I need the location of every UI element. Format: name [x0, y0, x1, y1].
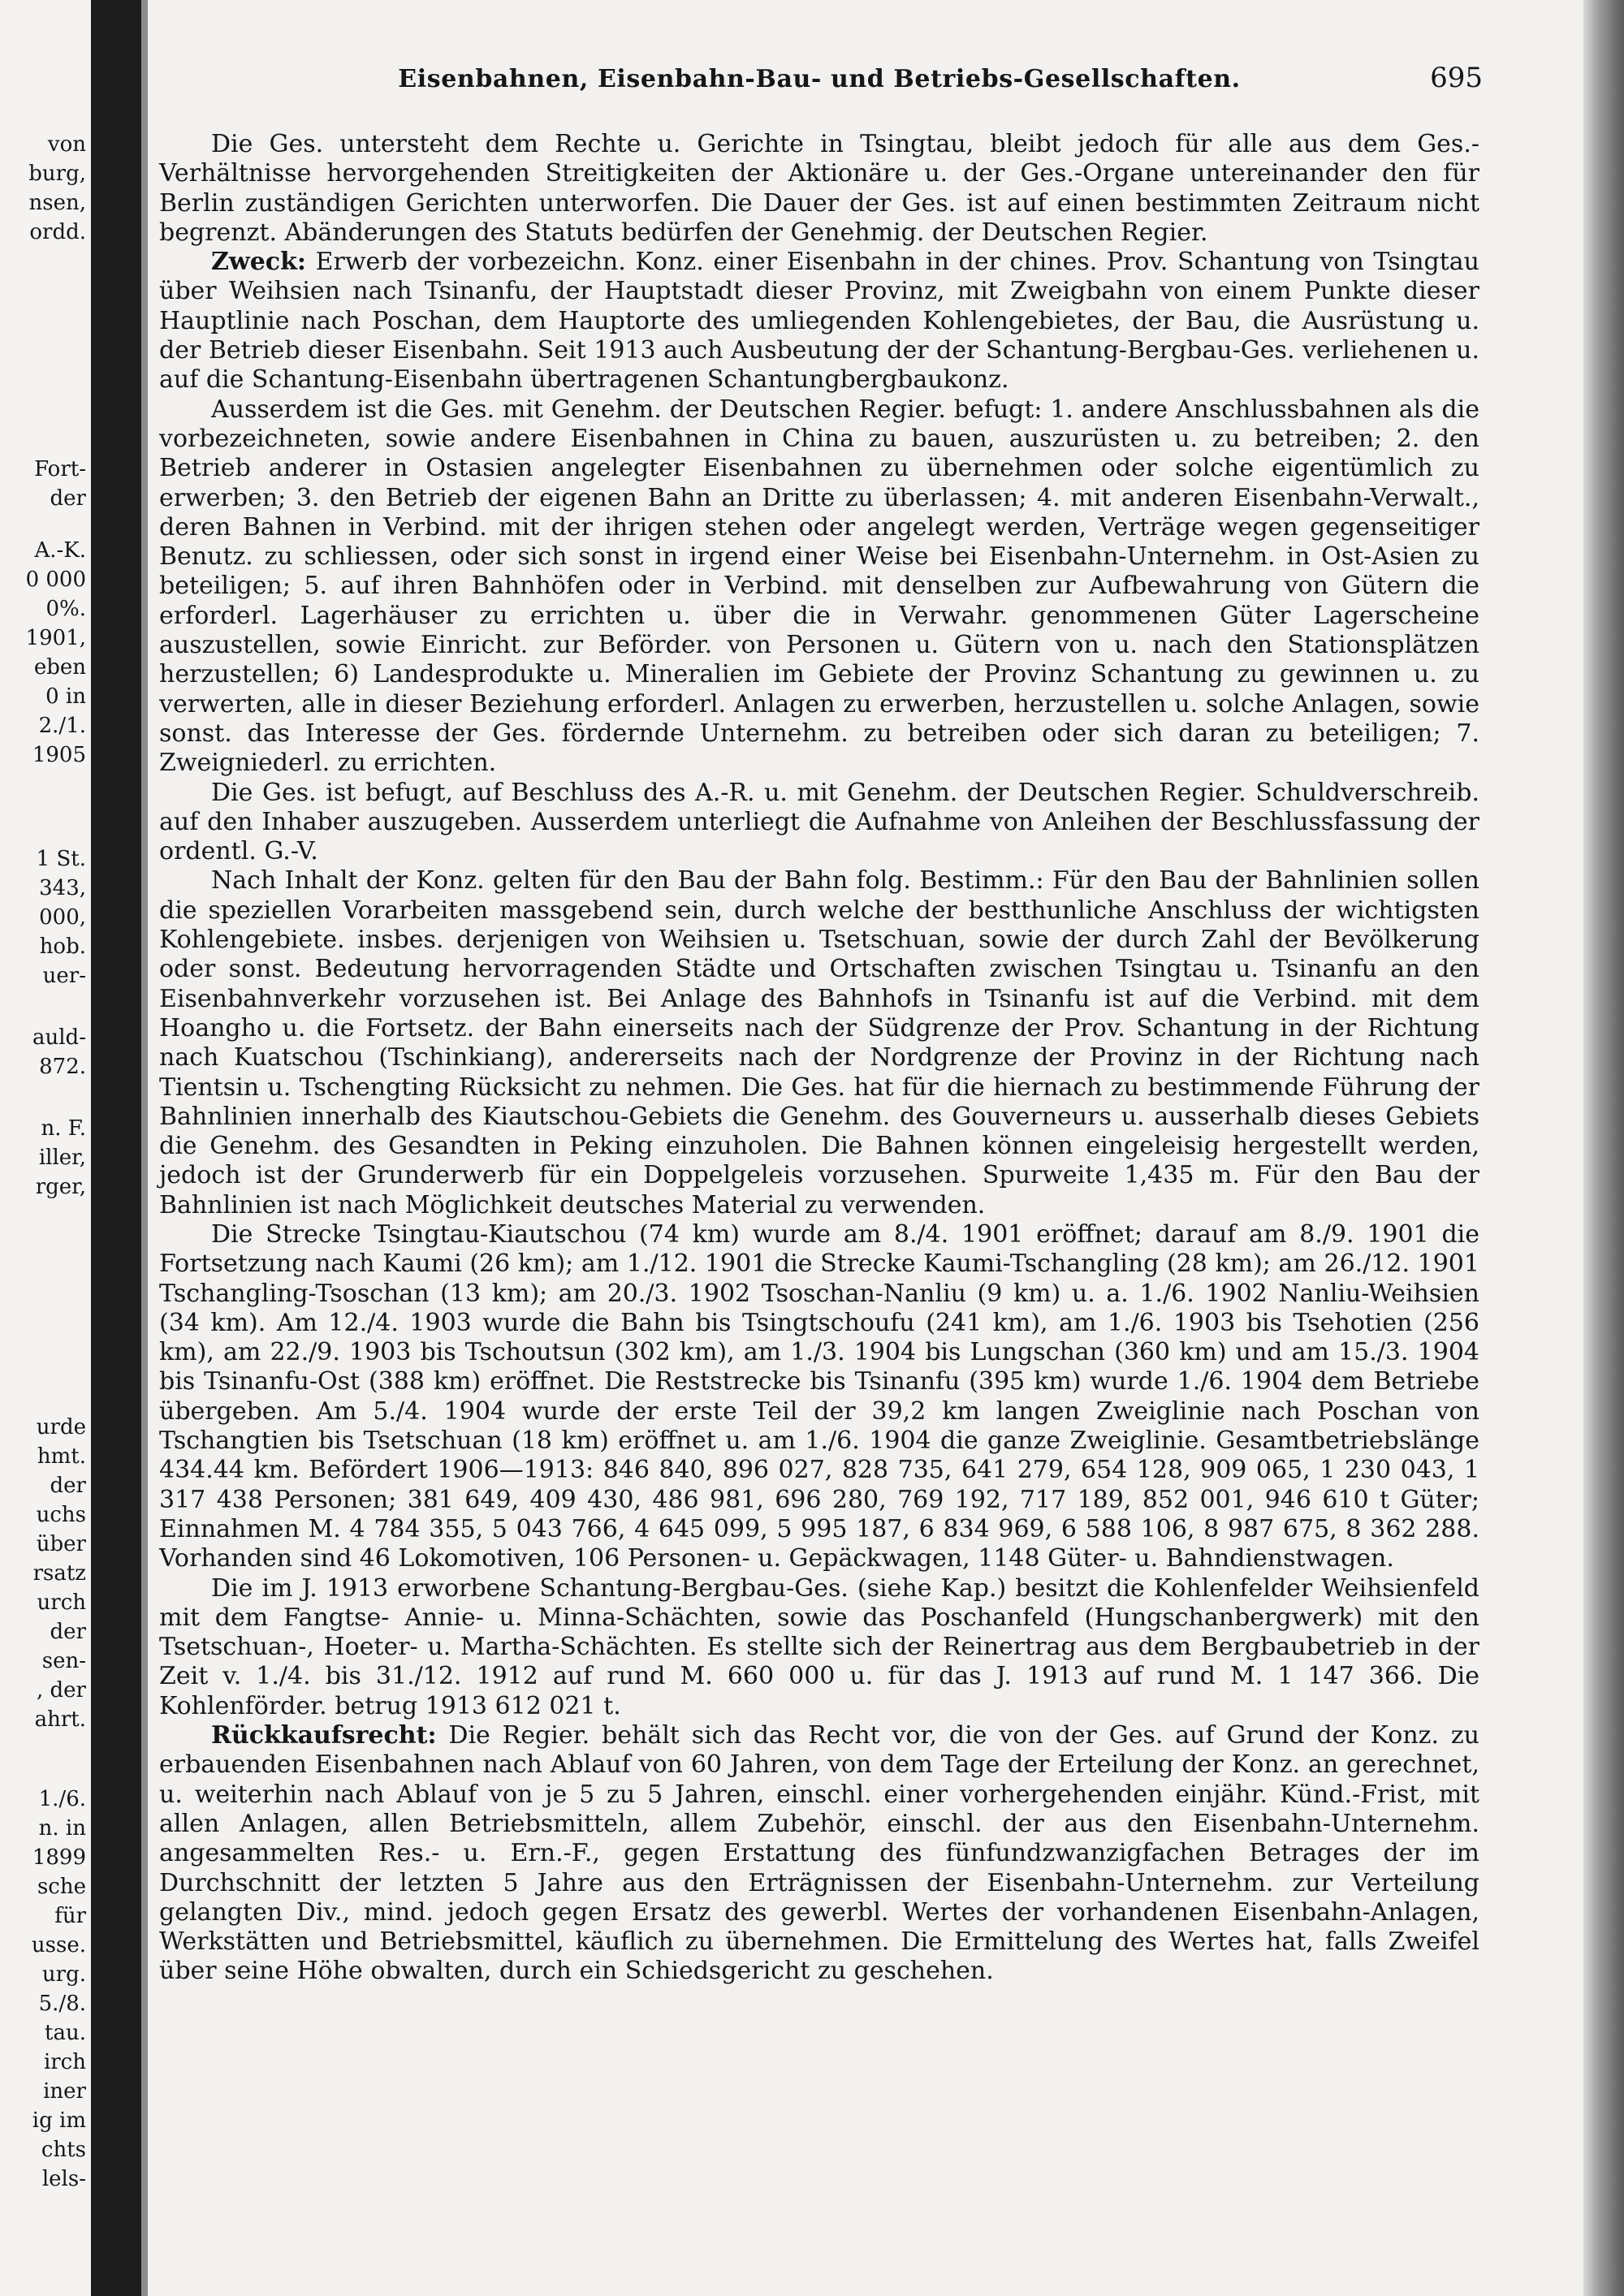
facing-page-fragment: iller,	[38, 1146, 86, 1170]
facing-page-fragment: von	[47, 132, 86, 157]
facing-page-fragment: uchs	[36, 1503, 86, 1527]
facing-page-fragment: urch	[37, 1590, 86, 1615]
gutter-edge	[141, 0, 148, 2296]
facing-page-fragment: Fort-	[34, 457, 86, 481]
facing-page-fragment: 0%.	[45, 597, 86, 621]
facing-page-fragment: eben	[33, 655, 86, 680]
facing-page-fragment: 1905	[32, 743, 86, 767]
facing-page-fragment: irch	[43, 2050, 86, 2074]
facing-page-fragment: urde	[36, 1415, 86, 1439]
paragraph-lead: Zweck:	[211, 248, 306, 277]
facing-page-fragment: ig im	[32, 2108, 86, 2133]
facing-page-fragment: hmt.	[37, 1444, 86, 1469]
running-title: Eisenbahnen, Eisenbahn-Bau- und Betriebs-Gesellschaften.	[398, 65, 1241, 93]
paragraph: Rückkaufsrecht: Die Regier. behält sich das Recht vor, die von der Ges. auf Grund der Konz. zu erbauenden Eisenbahnen nach Ablauf von 60 Jahren, von dem Tage der Erteilung der Konz. an gerechnet, u. weiterhin nach Ablauf von je 5 zu 5 Jahren, einschl. einer vorhergehenden einjähr. Künd.-Frist, mit allen Anlagen, allen Betriebsmitteln, allem Zubehör, einschl. der aus den Eisenbahn-Unternehm. angesammelten Res.- u. Ern.-F., gegen Erstattung des fünfundzwanzigfachen Betrages der im Durchschnitt der letzten 5 Jahre aus den Erträgnissen der Eisenbahn-Unternehm. zur Verteilung gelangten Div., mind. jedoch gegen Ersatz des gewerbl. Wertes der vorhandenen Eisenbahn-Anlagen, Werkstätten und Betriebsmittel, käuflich zu übernehmen. Die Ermittelung des Wertes hat, falls Zweifel über seine Höhe obwalten, durch ein Schiedsgericht zu geschehen.	[159, 1721, 1479, 1986]
facing-page-margin	[0, 0, 91, 2296]
paragraph: Ausserdem ist die Ges. mit Genehm. der Deutschen Regier. befugt: 1. andere Anschlussbahnen als die vorbezeichneten, sowie andere Eisenbahnen in China zu bauen, auszurüsten u. zu betreiben; 2. den Betrieb anderer in Ostasien angelegter Eisenbahnen zu übernehmen oder solche eigentümlich zu erwerben; 3. den Betrieb der eigenen Bahn an Dritte zu überlassen; 4. mit anderen Eisenbahn-Verwalt., deren Bahnen in Verbind. mit der ihrigen stehen oder angelegt werden, Verträge wegen gegenseitiger Benutz. zu schliessen, oder sich sonst in irgend einer Weise bei Eisenbahn-Unternehm. in Ost-Asien zu beteiligen; 5. auf ihren Bahnhöfen oder in Verbind. mit denselben zur Aufbewahrung von Gütern die erforderl. Lagerhäuser zu errichten u. über die in Verwahr. genommenen Güter Lagerscheine auszustellen, sowie Einricht. zur Beförder. von Personen u. Gütern von u. nach den Stationsplätzen herzustellen; 6) Landesprodukte u. Mineralien im Gebiete der Provinz Schantung zu gewinnen u. zu verwerten, alle in dieser Beziehung erforderl. Anlagen zu erwerben, herzustellen u. solche Anlagen, sowie sonst. das Interesse der Ges. fördernde Unternehm. zu betreiben oder sich daran zu beteiligen; 7. Zweigniederl. zu errichten.	[159, 395, 1479, 778]
facing-page-fragment: der	[50, 1620, 86, 1644]
facing-page-fragment: 5./8.	[38, 1992, 86, 2016]
paragraph-lead: Rückkaufsrecht:	[211, 1721, 437, 1750]
facing-page-fragment: auld-	[32, 1025, 86, 1050]
document-page	[159, 62, 1483, 1987]
running-head	[159, 62, 1483, 119]
facing-page-fragment: lels-	[41, 2167, 86, 2191]
facing-page-fragment: chts	[41, 2138, 86, 2162]
page-right-edge	[1583, 0, 1624, 2296]
facing-page-fragment: 1 St.	[36, 847, 86, 871]
paragraph: Die Strecke Tsingtau-Kiautschou (74 km) wurde am 8./4. 1901 eröffnet; darauf am 8./9. 1901 die Fortsetzung nach Kaumi (26 km); am 1./12. 1901 die Strecke Kaumi-Tschangling (28 km); am 26./12. 1901 Tschangling-Tsoschan (13 km); am 20./3. 1902 Tsoschan-Nanliu (9 km) u. a. 1./6. 1902 Nanliu-Weihsien (34 km). Am 12./4. 1903 wurde die Bahn bis Tsingtschoufu (241 km), am 1./6. 1903 bis Tsehotien (256 km), am 22./9. 1903 bis Tschoutsun (302 km), am 1./3. 1904 bis Lungschan (360 km) und am 15./3. 1904 bis Tsinanfu-Ost (388 km) eröffnet. Die Reststrecke bis Tsinanfu (395 km) wurde 1./6. 1904 dem Betriebe übergeben. Am 5./4. 1904 wurde der erste Teil der 39,2 km langen Zweiglinie nach Poschan von Tschangtien bis Tsetschuan (18 km) eröffnet u. am 1./6. 1904 die ganze Zweiglinie. Gesamtbetriebslänge 434.44 km. Befördert 1906—1913: 846 840, 896 027, 828 735, 641 279, 654 128, 909 065, 1 230 043, 1 317 438 Personen; 381 649, 409 430, 486 981, 696 280, 769 192, 717 189, 852 001, 946 610 t Güter; Einnahmen M. 4 784 355, 5 043 766, 4 645 099, 5 995 187, 6 834 969, 6 588 106, 8 987 675, 8 362 288. Vorhanden sind 46 Lokomotiven, 106 Personen- u. Gepäckwagen, 1148 Güter- u. Bahndienstwagen.	[159, 1219, 1479, 1573]
facing-page-fragment: der	[50, 486, 86, 511]
facing-page-fragment: 2./1.	[38, 714, 86, 738]
facing-page-fragment: hob.	[39, 934, 86, 959]
facing-page-fragment: usse.	[31, 1933, 86, 1957]
paragraph: Die Ges. ist befugt, auf Beschluss des A.-R. u. mit Genehm. der Deutschen Regier. Schuldverschreib. auf den Inhaber auszugeben. Ausserdem unterliegt die Aufnahme von Anleihen der Beschlussfassung der ordentl. G.-V.	[159, 778, 1479, 866]
paragraph: Die im J. 1913 erworbene Schantung-Bergbau-Ges. (siehe Kap.) besitzt die Kohlenfelder Weihsienfeld mit dem Fangtse- Annie- u. Minna-Schächten, sowie das Poschanfeld (Hungschanbergwerk) mit den Tsetschuan-, Hoeter- u. Martha-Schächten. Es stellte sich der Reinertrag aus dem Bergbaubetrieb in der Zeit v. 1./4. bis 31./12. 1912 auf rund M. 660 000 u. für das J. 1913 auf rund M. 1 147 366. Die Kohlenförder. betrug 1913 612 021 t.	[159, 1573, 1479, 1720]
facing-page-fragment: der	[50, 1474, 86, 1498]
facing-page-fragment: über	[36, 1532, 86, 1556]
facing-page-fragment: 343,	[39, 876, 86, 900]
facing-page-fragment: 1899	[32, 1845, 86, 1870]
book-gutter	[91, 0, 141, 2296]
facing-page-fragment: , der	[37, 1678, 86, 1703]
facing-page-fragment: A.-K.	[34, 538, 86, 563]
body-text	[159, 130, 1479, 1987]
facing-page-fragment: ahrt.	[34, 1707, 86, 1732]
facing-page-fragment: für	[54, 1904, 86, 1928]
paragraph: Die Ges. untersteht dem Rechte u. Gerichte in Tsingtau, bleibt jedoch für alle aus dem Ges.-Verhältnisse hervorgehenden Streitigkeiten der Aktionäre u. der Ges.-Organe untereinander den für Berlin zuständigen Gerichten unterworfen. Die Dauer der Ges. ist auf einen bestimmten Zeitraum nicht begrenzt. Abänderungen des Statuts bedürfen der Genehmig. der Deutschen Regier.	[159, 130, 1479, 247]
facing-page-fragment: uer-	[42, 964, 86, 988]
facing-page-fragment: rger,	[35, 1175, 86, 1199]
facing-page-fragment: 872.	[39, 1055, 86, 1079]
facing-page-fragment: nsen,	[28, 191, 86, 215]
facing-page-fragment: sche	[37, 1875, 86, 1899]
facing-page-fragment: n. F.	[41, 1116, 86, 1141]
facing-page-fragment: burg,	[28, 162, 86, 186]
facing-page-fragment: iner	[43, 2079, 86, 2104]
facing-page-fragment: urg.	[41, 1962, 86, 1987]
facing-page-fragment: 0 000	[25, 568, 86, 592]
facing-page-fragment: 0 in	[45, 684, 86, 709]
paragraph: Nach Inhalt der Konz. gelten für den Bau der Bahn folg. Bestimm.: Für den Bau der Bahnlinien sollen die speziellen Vorarbeiten massgebend sein, durch welche der bestthunliche Anschluss der wichtigsten Kohlengebiete. insbes. derjenigen von Weihsien u. Tsetschuan, sowie der durch Zahl der Bevölkerung oder sonst. Bedeutung hervorragenden Städte und Ortschaften zwischen Tsingtau u. Tsinanfu an den Eisenbahnverkehr vorzusehen ist. Bei Anlage des Bahnhofs in Tsinanfu ist auf die Verbind. mit dem Hoangho u. die Fortsetz. der Bahn einerseits nach der Südgrenze der Prov. Schantung in der Richtung nach Kuatschou (Tschinkiang), andererseits nach der Nordgrenze der Provinz in der Richtung nach Tientsin u. Tschengting Rücksicht zu nehmen. Die Ges. hat für die hiernach zu bestimmende Führung der Bahnlinien innerhalb des Kiautschou-Gebiets die Genehm. des Gouverneurs u. ausserhalb dieses Gebiets die Genehm. des Gesandten in Peking einzuholen. Die Bahnen können eingeleisig hergestellt werden, jedoch ist der Grunderwerb für ein Doppelgeleis vorzusehen. Spurweite 1,435 m. Für den Bau der Bahnlinien ist nach Möglichkeit deutsches Material zu verwenden.	[159, 866, 1479, 1219]
paragraph: Zweck: Erwerb der vorbezeichn. Konz. einer Eisenbahn in der chines. Prov. Schantung von Tsingtau über Weihsien nach Tsinanfu, der Hauptstadt dieser Provinz, mit Zweigbahn von einem Punkte dieser Hauptlinie nach Poschan, dem Hauptorte des umliegenden Kohlengebietes, der Bau, die Ausrüstung u. der Betrieb dieser Eisenbahn. Seit 1913 auch Ausbeutung der der Schantung-Bergbau-Ges. verliehenen u. auf die Schantung-Eisenbahn übertragenen Schantungbergbaukonz.	[159, 248, 1479, 395]
facing-page-fragment: tau.	[45, 2021, 86, 2045]
facing-page-fragment: ordd.	[29, 220, 86, 244]
facing-page-fragment: 000,	[39, 905, 86, 930]
page-number: 695	[1430, 62, 1483, 94]
facing-page-fragment: rsatz	[32, 1561, 86, 1586]
facing-page-fragment: sen-	[41, 1649, 86, 1673]
facing-page-fragment: 1901,	[25, 626, 86, 650]
facing-page-fragment: n. in	[38, 1816, 86, 1841]
facing-page-fragment: 1./6.	[38, 1787, 86, 1811]
